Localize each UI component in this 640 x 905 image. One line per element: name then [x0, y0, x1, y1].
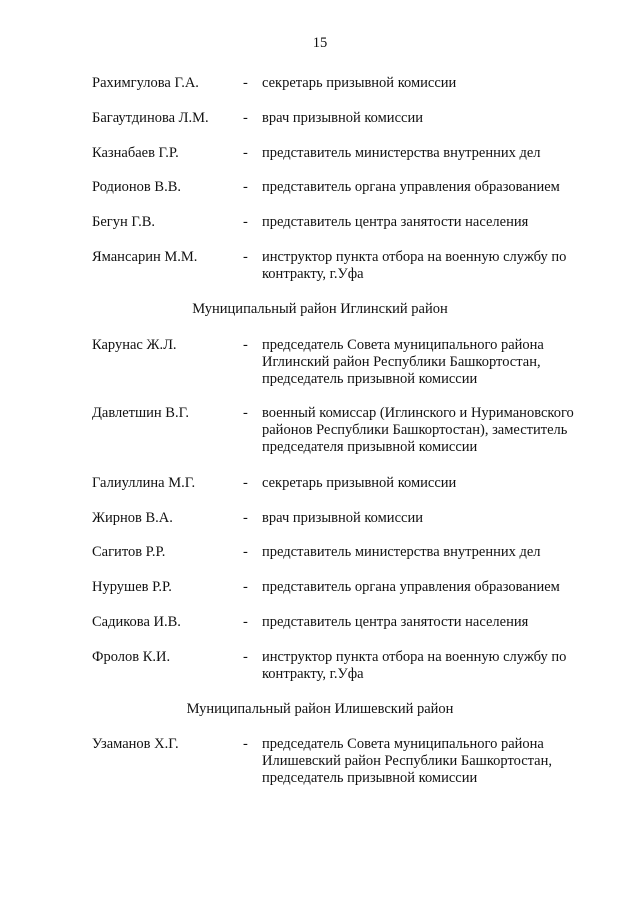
member-role: секретарь призывной комиссии — [262, 75, 457, 91]
member-name: Садикова И.В. — [92, 614, 181, 630]
member-role: инструктор пункта отбора на военную службу по контракту, г.Уфа — [262, 249, 567, 282]
dash-separator: - — [243, 544, 248, 560]
dash-separator: - — [243, 214, 248, 230]
dash-separator: - — [243, 475, 248, 491]
section-title: Муниципальный район Илишевский район — [186, 701, 454, 717]
dash-separator: - — [243, 110, 248, 126]
dash-separator: - — [243, 179, 248, 195]
member-role: председатель Совета муниципального района Иглинский район Республики Башкортостан, председатель призывной комиссии — [262, 337, 544, 387]
member-name: Галиуллина М.Г. — [92, 475, 196, 491]
dash-separator: - — [243, 614, 248, 630]
member-name: Ямансарин М.М. — [92, 249, 198, 265]
member-name: Сагитов Р.Р. — [92, 544, 166, 560]
dash-separator: - — [243, 579, 248, 595]
dash-separator: - — [243, 145, 248, 161]
dash-separator: - — [243, 649, 248, 665]
member-role: секретарь призывной комиссии — [262, 475, 457, 491]
member-role: представитель центра занятости населения — [262, 614, 529, 630]
member-role: представитель центра занятости населения — [262, 214, 529, 230]
member-role: военный комиссар (Иглинского и Нуримановского районов Республики Башкортостан), заместитель председателя призывной комиссии — [262, 405, 574, 455]
member-name: Багаутдинова Л.М. — [92, 110, 209, 126]
dash-separator: - — [243, 405, 248, 421]
dash-separator: - — [243, 510, 248, 526]
member-role: председатель Совета муниципального района Илишевский район Республики Башкортостан, председатель призывной комиссии — [262, 736, 552, 786]
member-role: представитель министерства внутренних дел — [262, 544, 541, 560]
section-title: Муниципальный район Иглинский район — [192, 301, 448, 317]
member-role: врач призывной комиссии — [262, 110, 423, 126]
page-number: 15 — [312, 35, 328, 51]
member-name: Казнабаев Г.Р. — [92, 145, 179, 161]
dash-separator: - — [243, 337, 248, 353]
member-name: Жирнов В.А. — [92, 510, 173, 526]
member-role: представитель органа управления образованием — [262, 579, 560, 595]
member-role: инструктор пункта отбора на военную службу по контракту, г.Уфа — [262, 649, 567, 682]
member-role: представитель органа управления образованием — [262, 179, 560, 195]
member-name: Рахимгулова Г.А. — [92, 75, 199, 91]
dash-separator: - — [243, 736, 248, 752]
member-name: Узаманов Х.Г. — [92, 736, 179, 752]
member-name: Фролов К.И. — [92, 649, 171, 665]
member-name: Родионов В.В. — [92, 179, 181, 195]
member-role: представитель министерства внутренних дел — [262, 145, 541, 161]
member-name: Давлетшин В.Г. — [92, 405, 189, 421]
member-name: Бегун Г.В. — [92, 214, 156, 230]
dash-separator: - — [243, 75, 248, 91]
member-role: врач призывной комиссии — [262, 510, 423, 526]
dash-separator: - — [243, 249, 248, 265]
member-name: Карунас Ж.Л. — [92, 337, 177, 353]
member-name: Нурушев Р.Р. — [92, 579, 172, 595]
